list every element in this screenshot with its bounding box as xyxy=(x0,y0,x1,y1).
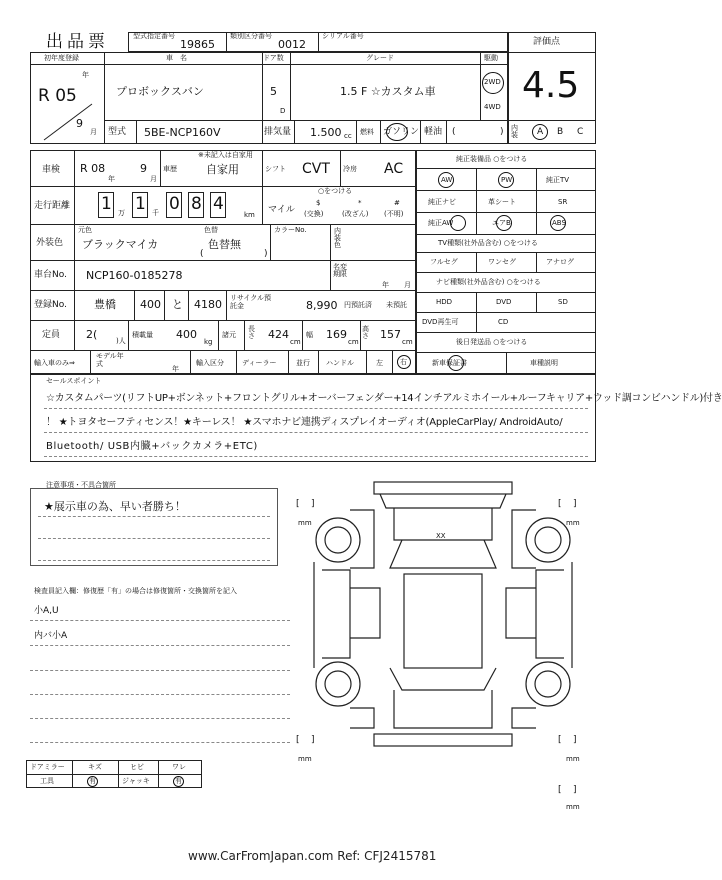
usage-note: ※未記入は自家用 xyxy=(198,151,253,159)
recycle-unpaid: 未預託 xyxy=(386,301,407,309)
color-change-bracket-right: ) xyxy=(264,249,268,259)
sales-line-2: ！ ★トヨタセーフティセンス！★キーレス！ ★スマホナビ連携ディスプレイオーディオ(AppleCarPlay/ AndroidAuto/ xyxy=(46,417,563,428)
inspect-label: 車検 xyxy=(42,165,61,175)
load-value: 400 xyxy=(176,328,197,341)
page-title: 出品票 xyxy=(46,32,109,52)
color-change-label: 色替 xyxy=(204,226,218,234)
bracket-tl-mm: mm xyxy=(298,519,312,527)
score-label: 評価点 xyxy=(533,37,561,47)
opt-genuine-aw: 純正AW xyxy=(428,219,454,227)
length-unit: cm xyxy=(290,338,301,346)
tv-header: TV種類(社外品含む) ○をつける xyxy=(438,239,538,247)
oil-bracket-left: ( xyxy=(452,127,456,137)
displacement-label: 排気量 xyxy=(264,127,292,137)
bracket-bottom-mm: mm xyxy=(566,803,580,811)
displacement-unit: cc xyxy=(344,132,352,140)
width-label: 幅 xyxy=(306,331,313,339)
opt-abs: ABS xyxy=(552,219,566,227)
inspector-label: 検査員記入欄：修復歴「有」の場合は修復箇所・交換箇所を記入 xyxy=(34,587,237,595)
footer-watermark: www.CarFromJapan.com Ref: CFJ2415781 xyxy=(188,849,437,863)
legend-door-mirror: ドアミラー xyxy=(30,763,65,771)
plate-number: 4180 xyxy=(194,298,222,311)
first-reg-month: 9 xyxy=(76,117,83,130)
legend-jack: ジャッキ xyxy=(122,777,150,785)
first-reg-month-unit: 月 xyxy=(90,128,97,136)
fuel-value: ガソリン xyxy=(383,127,420,137)
inspector-line-1: 小A,U xyxy=(34,606,59,616)
legend-tools: 工具 xyxy=(40,777,54,785)
class-value: 0012 xyxy=(278,38,306,51)
plate-area: 豊橋 xyxy=(94,298,116,311)
meter-unknown-sym: # xyxy=(394,199,400,207)
handle-left: 左 xyxy=(376,359,383,367)
sen-unit: 千 xyxy=(152,209,159,217)
height-unit: cm xyxy=(402,338,413,346)
opt-analog: アナログ xyxy=(546,258,574,266)
man-unit: 万 xyxy=(118,209,125,217)
displacement-value: 1.500 xyxy=(310,126,342,139)
score-value: 4.5 xyxy=(522,65,580,106)
load-label: 積載量 xyxy=(132,331,153,339)
first-reg-label: 初年度登録 xyxy=(44,54,79,62)
height-value: 157 xyxy=(380,328,401,341)
km-unit: km xyxy=(244,211,255,219)
first-reg-era: R 05 xyxy=(38,86,77,106)
shift-value: CVT xyxy=(302,161,330,177)
genuine-header: 純正装備品 ○をつける xyxy=(456,155,528,163)
opt-manual: 車種説明 xyxy=(530,359,558,367)
opt-leather: 革シート xyxy=(488,198,516,206)
bracket-tr-mm: mm xyxy=(566,519,580,527)
bracket-br: [ ] xyxy=(558,735,577,745)
vehicle-name-value: プロボックスバン xyxy=(116,85,204,98)
diagram-center-mark: XX xyxy=(436,532,446,540)
meter-exchange-sym: $ xyxy=(316,199,321,207)
door-type: D xyxy=(280,107,286,115)
interior-a: A xyxy=(537,127,544,137)
width-value: 169 xyxy=(326,328,347,341)
caution-label: 注意事項・不具合箇所 xyxy=(46,481,116,489)
opt-new-car-warranty: 新車保証書 xyxy=(432,359,467,367)
legend-crack: ヒビ xyxy=(130,763,144,771)
bracket-bl: [ ] xyxy=(296,735,315,745)
interior-b: B xyxy=(557,127,564,137)
meter-tamper-sym: * xyxy=(358,199,362,207)
drive-2wd: 2WD xyxy=(484,78,501,86)
navi-header: ナビ種類(社外品含む) ○をつける xyxy=(436,278,541,286)
color-label: 外装色 xyxy=(36,238,64,248)
mileage-digit-2-text: 1 xyxy=(135,194,146,214)
opt-pw: PW xyxy=(501,176,513,184)
bracket-bl-mm: mm xyxy=(298,755,312,763)
model-value: 5BE-NCP160V xyxy=(144,126,221,139)
length-value: 424 xyxy=(268,328,289,341)
name-change-month: 月 xyxy=(404,281,411,289)
recycle-status: 円預託済 xyxy=(344,301,372,309)
opt-sr: SR xyxy=(558,198,568,206)
opt-dvd-play: DVD再生可 xyxy=(422,318,459,326)
opt-cd: CD xyxy=(498,318,509,326)
color-change-value: 色替無 xyxy=(208,238,241,251)
recycle-label: リサイクル預託金 xyxy=(230,294,272,311)
capacity-unit: )人 xyxy=(116,337,126,345)
inspector-line-2: 内バ小A xyxy=(34,631,68,641)
import-type-label: 輸入区分 xyxy=(196,359,224,367)
opt-aw: AW xyxy=(441,176,453,184)
mileage-digit-3-text: 0 xyxy=(169,194,180,214)
handle-label: ハンドル xyxy=(326,359,354,367)
bracket-tr: [ ] xyxy=(558,499,577,509)
interior-label: 内装 xyxy=(511,124,518,139)
inspect-month-unit: 月 xyxy=(150,175,157,183)
mile-label: マイル xyxy=(268,205,295,215)
oil-label: 軽油 xyxy=(424,127,443,137)
parallel-label: 並行 xyxy=(296,359,310,367)
sales-line-1: ☆カスタムパーツ(リフトUP+ボンネット+フロントグリル+オーバーフェンダー+14インチアルミホイール+ルーフキャリア+ウッド調コンビハンドル)付き xyxy=(46,393,722,404)
capacity-label: 定員 xyxy=(42,330,61,340)
opt-hdd: HDD xyxy=(436,298,453,306)
usage-label: 車歴 xyxy=(163,165,177,173)
bracket-tl: [ ] xyxy=(296,499,315,509)
model-cert-label: 型式指定番号 xyxy=(133,32,175,40)
color-orig-label: 元色 xyxy=(78,226,92,234)
model-label: 型式 xyxy=(108,127,127,137)
opt-oneseg: ワンセグ xyxy=(488,258,516,266)
door-label: ドア数 xyxy=(263,54,284,62)
handle-right: 右 xyxy=(400,358,407,366)
plate-class: 400 xyxy=(140,298,161,311)
inspect-year: 年 xyxy=(108,175,115,183)
first-reg-year-unit: 年 xyxy=(82,71,89,79)
sales-label: セールスポイント xyxy=(46,377,102,385)
meter-tamper: (改ざん) xyxy=(342,210,369,218)
mileage-digit-5-text: 4 xyxy=(213,194,224,214)
mileage-digit-1-text: 1 xyxy=(101,194,112,214)
dim-label: 諸元 xyxy=(222,331,236,339)
ac-value: AC xyxy=(384,161,404,177)
opt-dvd: DVD xyxy=(496,298,512,306)
dealer-label: ディーラー xyxy=(242,359,277,367)
meter-unknown: (不明) xyxy=(384,210,404,218)
class-label: 類別区分番号 xyxy=(230,32,272,40)
meter-exchange: (交換) xyxy=(304,210,324,218)
model-cert-value: 19865 xyxy=(180,38,215,51)
interior-c: C xyxy=(577,127,584,137)
ac-label: 冷房 xyxy=(343,165,357,173)
length-label: 長さ xyxy=(248,325,255,340)
legend-tools-present: 有 xyxy=(89,777,96,785)
chassis-label: 車台No. xyxy=(34,270,67,280)
name-change-label: 名変期限 xyxy=(333,263,347,278)
opt-fullseg: フルセグ xyxy=(430,258,458,266)
bracket-br-mm: mm xyxy=(566,755,580,763)
plate-label: 登録No. xyxy=(34,300,67,310)
mileage-digit-4-text: 8 xyxy=(191,194,202,214)
meter-note: ○をつける xyxy=(318,187,353,195)
fuel-label: 燃料 xyxy=(360,128,374,136)
inspect-month: 9 xyxy=(140,162,147,175)
color-no-header: カラーNo. xyxy=(274,226,307,234)
drive-4wd: 4WD xyxy=(484,103,501,111)
first-reg-slash xyxy=(44,100,94,140)
oil-bracket-right: ) xyxy=(500,127,504,137)
vehicle-name-label: 車 名 xyxy=(166,54,187,62)
car-body-diagram xyxy=(290,478,596,808)
legend-break: ワレ xyxy=(172,763,186,771)
door-value: 5 xyxy=(270,85,277,98)
mileage-label: 走行距離 xyxy=(34,201,71,211)
capacity-value: 2( xyxy=(86,328,98,341)
load-unit: kg xyxy=(204,338,213,346)
width-unit: cm xyxy=(348,338,359,346)
model-year-unit: 年 xyxy=(172,365,179,373)
inspect-value: R 08 xyxy=(80,162,106,175)
height-label: 高さ xyxy=(362,325,369,340)
grade-value: 1.5 F ☆カスタム車 xyxy=(340,85,436,98)
name-change-year: 年 xyxy=(382,281,389,289)
usage-value: 自家用 xyxy=(206,163,239,176)
shift-label: シフト xyxy=(265,165,286,173)
opt-sd: SD xyxy=(558,298,568,306)
later-doc-header: 後日発送品 ○をつける xyxy=(456,338,528,346)
interior-color-label: 内装色 xyxy=(334,227,341,249)
legend-jack-present: 有 xyxy=(175,777,182,785)
bracket-bottom: [ ] xyxy=(558,785,577,795)
serial-label: シリアル番号 xyxy=(322,32,364,40)
opt-genuine-navi: 純正ナビ xyxy=(428,198,456,206)
opt-airbag: エアB xyxy=(492,219,511,227)
chassis-value: NCP160-0185278 xyxy=(86,269,183,282)
model-year-label: モデル年式 xyxy=(96,352,124,368)
opt-genuine-tv: 純正TV xyxy=(546,176,570,184)
import-label: 輸入車のみ⇒ xyxy=(34,359,75,367)
grade-label: グレード xyxy=(366,54,394,62)
recycle-value: 8,990 xyxy=(306,299,338,312)
drive-label: 駆動 xyxy=(484,54,498,62)
color-change-bracket-left: ( xyxy=(200,249,204,259)
sales-line-3: Bluetooth/ USB内臓+バックカメラ+ETC) xyxy=(46,441,258,452)
color-orig-value: ブラックマイカ xyxy=(82,238,159,251)
legend-scratch: キズ xyxy=(88,763,102,771)
plate-kana: と xyxy=(172,298,183,311)
caution-line: ★展示車の為、早い者勝ち！ xyxy=(44,500,186,513)
